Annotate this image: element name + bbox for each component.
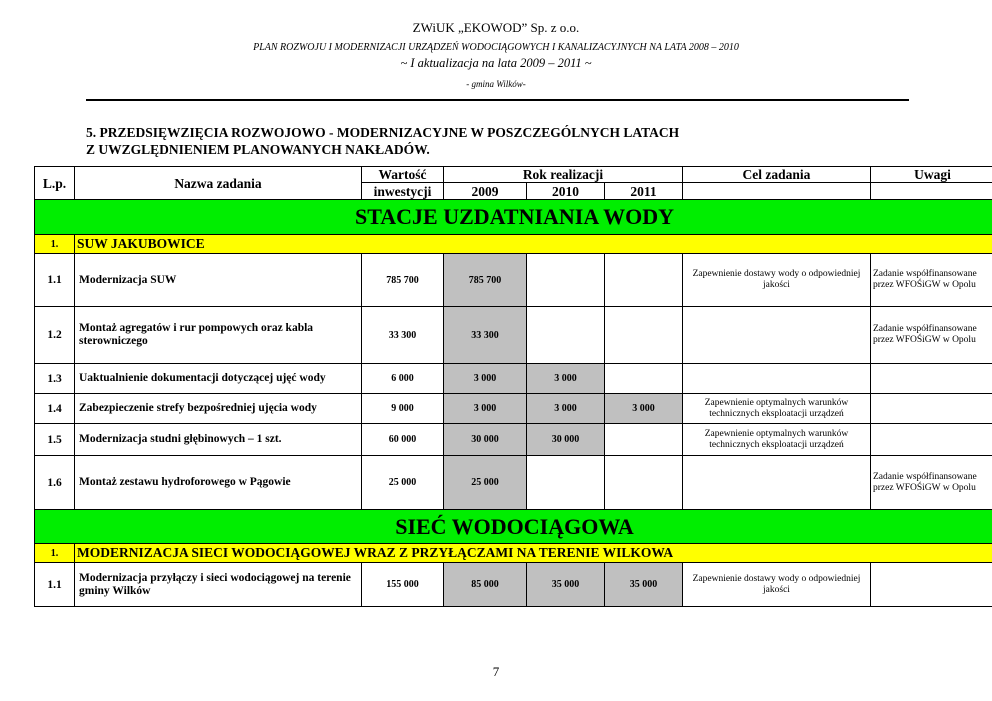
category-title: STACJE UZDATNIANIA WODY bbox=[35, 200, 992, 235]
row-2010: 35 000 bbox=[527, 563, 605, 607]
row-name: Montaż agregatów i rur pompowych oraz kabla sterowniczego bbox=[75, 307, 362, 364]
col-2009: 2009 bbox=[444, 183, 527, 200]
col-value-line-1: Wartość bbox=[362, 167, 444, 183]
group-lp: 1. bbox=[35, 544, 75, 563]
row-name: Modernizacja SUW bbox=[75, 254, 362, 307]
row-notes bbox=[871, 563, 992, 607]
row-2011 bbox=[605, 254, 683, 307]
col-notes: Uwagi bbox=[871, 167, 992, 183]
col-2011: 2011 bbox=[605, 183, 683, 200]
row-value: 25 000 bbox=[362, 456, 444, 510]
row-value: 6 000 bbox=[362, 364, 444, 394]
section-heading bbox=[86, 124, 906, 158]
table-row bbox=[35, 307, 992, 364]
group-lp: 1. bbox=[35, 235, 75, 254]
col-goal: Cel zadania bbox=[683, 167, 871, 183]
row-value: 33 300 bbox=[362, 307, 444, 364]
row-2011 bbox=[605, 456, 683, 510]
row-2009: 30 000 bbox=[444, 424, 527, 456]
row-name: Montaż zestawu hydroforowego w Pągowie bbox=[75, 456, 362, 510]
row-2011 bbox=[605, 364, 683, 394]
section-heading-line-1: 5. PRZEDSIĘWZIĘCIA ROZWOJOWO - MODERNIZACYJNE W POSZCZEGÓLNYCH LATACH bbox=[86, 125, 680, 140]
plan-title: PLAN ROZWOJU I MODERNIZACJI URZĄDZEŃ WODOCIĄGOWYCH I KANALIZACYJNYCH NA LATA 2008 – 2010 bbox=[253, 42, 739, 53]
header-divider bbox=[86, 99, 909, 101]
row-lp: 1.5 bbox=[35, 424, 75, 456]
row-2011: 3 000 bbox=[605, 394, 683, 424]
row-goal: Zapewnienie dostawy wody o odpowiedniej jakości bbox=[683, 563, 871, 607]
row-lp: 1.4 bbox=[35, 394, 75, 424]
col-value-line-2: inwestycji bbox=[362, 183, 444, 200]
row-goal: Zapewnienie dostawy wody o odpowiedniej jakości bbox=[683, 254, 871, 307]
row-2011: 35 000 bbox=[605, 563, 683, 607]
group-row bbox=[35, 544, 992, 563]
row-notes: Zadanie współfinansowane przez WFOŚiGW w Opolu bbox=[871, 456, 992, 510]
row-notes bbox=[871, 364, 992, 394]
page-number: 7 bbox=[492, 664, 500, 679]
table-row bbox=[35, 394, 992, 424]
table-row bbox=[35, 424, 992, 456]
row-2009: 3 000 bbox=[444, 364, 527, 394]
section-heading-line-2: Z UWZGLĘDNIENIEM PLANOWANYCH NAKŁADÓW. bbox=[86, 142, 430, 157]
table-row bbox=[35, 456, 992, 510]
row-2010: 3 000 bbox=[527, 394, 605, 424]
investment-table bbox=[34, 166, 992, 607]
row-lp: 1.1 bbox=[35, 563, 75, 607]
row-2009: 3 000 bbox=[444, 394, 527, 424]
row-value: 9 000 bbox=[362, 394, 444, 424]
row-notes: Zadanie współfinansowane przez WFOŚiGW w Opolu bbox=[871, 254, 992, 307]
header-row-1 bbox=[35, 167, 992, 183]
gmina-label: - gmina Wilków- bbox=[466, 79, 526, 89]
col-2010: 2010 bbox=[527, 183, 605, 200]
row-2009: 25 000 bbox=[444, 456, 527, 510]
table-row bbox=[35, 563, 992, 607]
col-name: Nazwa zadania bbox=[75, 167, 362, 200]
row-notes: Zadanie współfinansowane przez WFOŚiGW w Opolu bbox=[871, 307, 992, 364]
row-lp: 1.2 bbox=[35, 307, 75, 364]
row-goal: Zapewnienie optymalnych warunków technicznych eksploatacji urządzeń bbox=[683, 394, 871, 424]
row-2011 bbox=[605, 424, 683, 456]
row-name: Uaktualnienie dokumentacji dotyczącej ujęć wody bbox=[75, 364, 362, 394]
table-row bbox=[35, 364, 992, 394]
row-notes bbox=[871, 424, 992, 456]
row-value: 155 000 bbox=[362, 563, 444, 607]
row-goal bbox=[683, 307, 871, 364]
category-row bbox=[35, 510, 992, 544]
col-goal-blank bbox=[683, 183, 871, 200]
table-row bbox=[35, 254, 992, 307]
row-name: Modernizacja studni głębinowych – 1 szt. bbox=[75, 424, 362, 456]
group-row bbox=[35, 235, 992, 254]
row-goal bbox=[683, 364, 871, 394]
row-lp: 1.1 bbox=[35, 254, 75, 307]
row-2010: 3 000 bbox=[527, 364, 605, 394]
row-goal bbox=[683, 456, 871, 510]
col-notes-blank bbox=[871, 183, 992, 200]
row-name: Modernizacja przyłączy i sieci wodociągowej na terenie gminy Wilków bbox=[75, 563, 362, 607]
row-value: 60 000 bbox=[362, 424, 444, 456]
row-2010 bbox=[527, 307, 605, 364]
row-2009: 85 000 bbox=[444, 563, 527, 607]
row-2010 bbox=[527, 254, 605, 307]
update-subtitle: ~ I aktualizacja na lata 2009 – 2011 ~ bbox=[400, 56, 592, 70]
col-realization: Rok realizacji bbox=[444, 167, 683, 183]
row-2009: 33 300 bbox=[444, 307, 527, 364]
row-lp: 1.3 bbox=[35, 364, 75, 394]
row-2009: 785 700 bbox=[444, 254, 527, 307]
category-title: SIEĆ WODOCIĄGOWA bbox=[35, 510, 992, 544]
row-name: Zabezpieczenie strefy bezpośredniej ujęcia wody bbox=[75, 394, 362, 424]
col-lp: L.p. bbox=[35, 167, 75, 200]
row-notes bbox=[871, 394, 992, 424]
row-goal: Zapewnienie optymalnych warunków technicznych eksploatacji urządzeń bbox=[683, 424, 871, 456]
row-value: 785 700 bbox=[362, 254, 444, 307]
group-name: SUW JAKUBOWICE bbox=[75, 235, 992, 254]
category-row bbox=[35, 200, 992, 235]
row-2010 bbox=[527, 456, 605, 510]
row-lp: 1.6 bbox=[35, 456, 75, 510]
company-name: ZWiUK „EKOWOD” Sp. z o.o. bbox=[412, 20, 580, 35]
group-name: MODERNIZACJA SIECI WODOCIĄGOWEJ WRAZ Z PRZYŁĄCZAMI NA TERENIE WILKOWA bbox=[75, 544, 992, 563]
row-2011 bbox=[605, 307, 683, 364]
row-2010: 30 000 bbox=[527, 424, 605, 456]
